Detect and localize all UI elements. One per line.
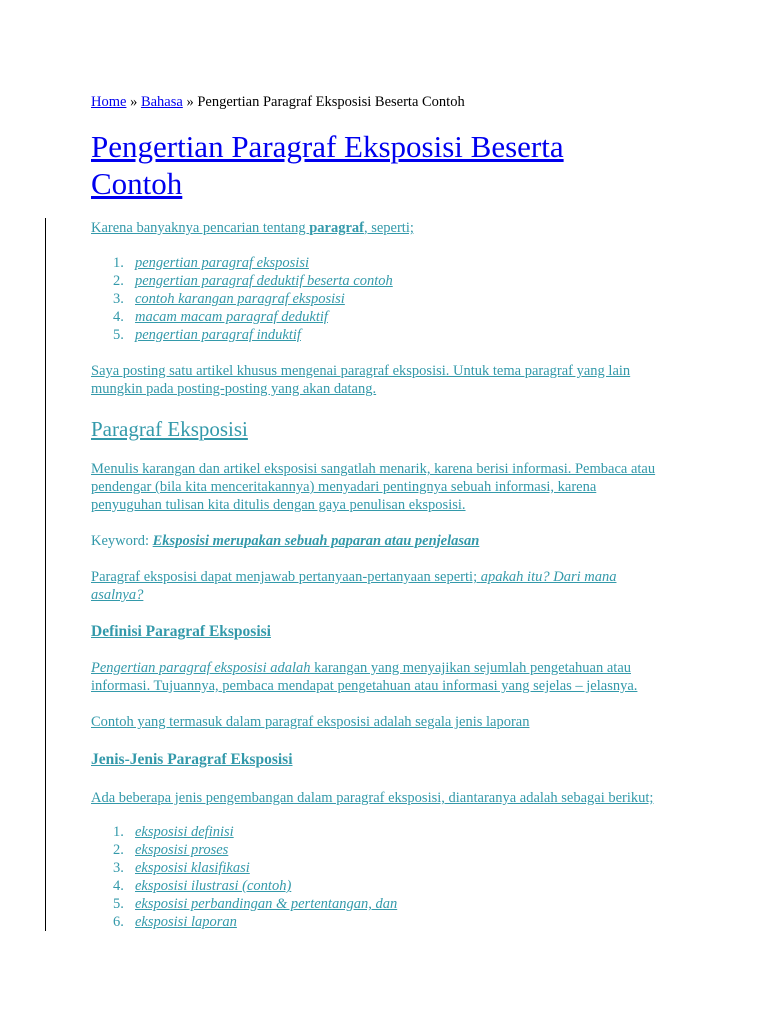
- intro-bold-keyword: paragraf: [309, 220, 364, 236]
- breadcrumb-current: Pengertian Paragraf Eksposisi Beserta Contoh: [197, 94, 465, 110]
- questions-text[interactable]: Paragraf eksposisi dapat menjawab pertanyaan-pertanyaan seperti;: [91, 569, 481, 585]
- questions-italic[interactable]: apakah itu? Dari mana: [480, 569, 617, 585]
- definisi-text[interactable]: informasi. Tujuannya, pembaca mendapat pengetahuan atau informasi yang sejelas – jelasnya.: [91, 678, 638, 694]
- list-item[interactable]: 3. contoh karangan paragraf eksposisi: [113, 291, 345, 307]
- section-heading[interactable]: Paragraf Eksposisi: [91, 417, 248, 441]
- list-item[interactable]: 1. eksposisi definisi: [113, 824, 234, 840]
- questions-italic[interactable]: asalnya?: [91, 587, 144, 603]
- search-list: [113, 254, 393, 344]
- section-paragraph-line[interactable]: penyuguhan tulisan kita ditulis dengan gaya penulisan eksposisi.: [91, 497, 466, 513]
- definisi-text[interactable]: karangan yang menyajikan sejumlah pengetahuan atau: [310, 660, 632, 676]
- section-paragraph-line[interactable]: pendengar (bila kita menceritakannya) menyadari pentingnya sebuah informasi, karena: [91, 479, 597, 495]
- left-margin-rule: [45, 218, 46, 931]
- list-item[interactable]: 3. eksposisi klasifikasi: [113, 860, 250, 876]
- list-item[interactable]: 2. pengertian paragraf deduktif beserta contoh: [113, 273, 393, 289]
- list-item[interactable]: 6. eksposisi laporan: [113, 914, 237, 930]
- intro-paragraph: [91, 219, 691, 237]
- list-item[interactable]: 1. pengertian paragraf eksposisi: [113, 255, 309, 271]
- definisi-italic[interactable]: Pengertian paragraf eksposisi adalah: [91, 660, 311, 676]
- keyword-text[interactable]: Eksposisi merupakan sebuah paparan atau penjelasan: [152, 533, 480, 549]
- page-title-link[interactable]: Pengertian Paragraf Eksposisi Beserta Contoh: [91, 129, 564, 201]
- jenis-heading[interactable]: Jenis-Jenis Paragraf Eksposisi: [91, 751, 293, 768]
- posting-note-paragraph: [91, 362, 691, 398]
- list-item[interactable]: 5. pengertian paragraf induktif: [113, 327, 301, 343]
- contoh-text[interactable]: Contoh yang termasuk dalam paragraf eksposisi adalah segala jenis laporan: [91, 714, 530, 730]
- definisi-paragraph: [91, 659, 691, 695]
- list-item[interactable]: 2. eksposisi proses: [113, 842, 229, 858]
- intro-text[interactable]: Karena banyaknya pencarian tentang paragraf, seperti;: [91, 220, 414, 236]
- posting-note-line[interactable]: mungkin pada posting-posting yang akan datang.: [91, 381, 377, 397]
- posting-note-line[interactable]: Saya posting satu artikel khusus mengenai paragraf eksposisi. Untuk tema paragraf yang lain: [91, 363, 631, 379]
- list-item[interactable]: 4. eksposisi ilustrasi (contoh): [113, 878, 292, 894]
- keyword-label: Keyword:: [91, 533, 153, 549]
- keyword-paragraph: [91, 532, 691, 550]
- breadcrumb-separator: »: [182, 94, 198, 110]
- jenis-intro-text[interactable]: Ada beberapa jenis pengembangan dalam paragraf eksposisi, diantaranya adalah sebagai berikut;: [91, 790, 654, 806]
- page-title: [91, 128, 651, 202]
- section-paragraph-line[interactable]: Menulis karangan dan artikel eksposisi sangatlah menarik, karena berisi informasi. Pembaca atau: [91, 461, 656, 477]
- questions-paragraph: [91, 568, 691, 604]
- list-item[interactable]: 5. eksposisi perbandingan & pertentangan, dan: [113, 896, 398, 912]
- section-paragraph: [91, 460, 691, 514]
- breadcrumb-separator: »: [126, 94, 141, 110]
- breadcrumb-category-link[interactable]: Bahasa: [140, 94, 183, 110]
- list-item[interactable]: 4. macam macam paragraf deduktif: [113, 309, 328, 325]
- definisi-heading[interactable]: Definisi Paragraf Eksposisi: [91, 623, 271, 640]
- contoh-paragraph: [91, 713, 691, 731]
- jenis-list: [113, 823, 397, 931]
- breadcrumb: [91, 93, 465, 111]
- breadcrumb-home-link[interactable]: Home: [91, 94, 127, 110]
- jenis-intro-paragraph: [91, 789, 691, 807]
